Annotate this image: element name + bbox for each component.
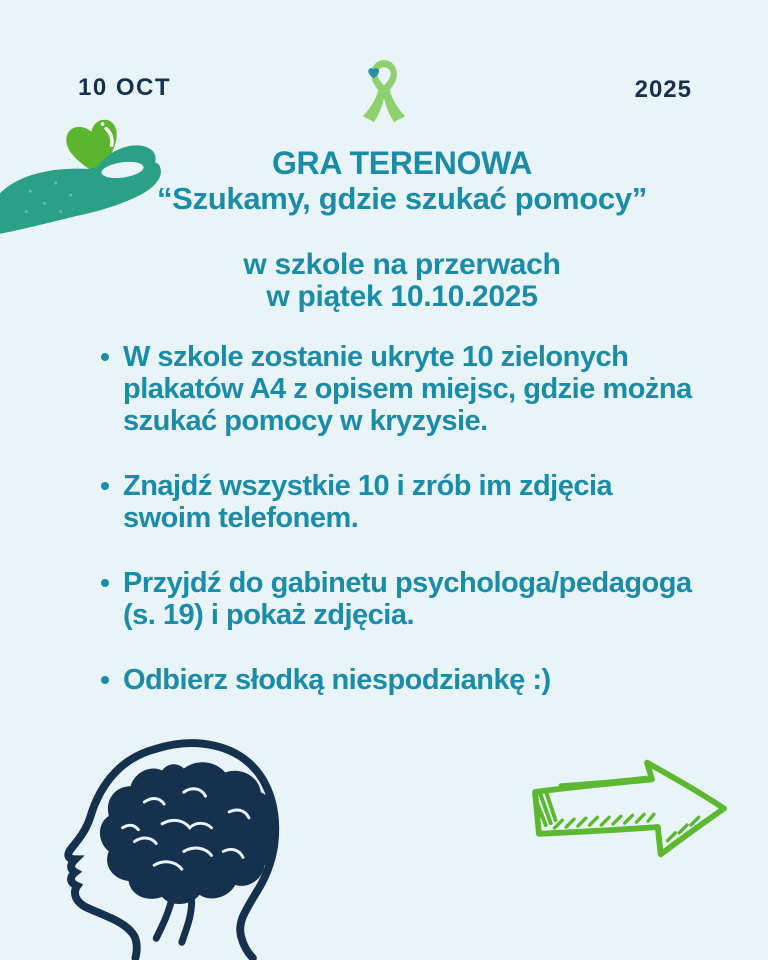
head-brain-svg: [30, 733, 308, 960]
head-profile-with-brain-icon: [30, 733, 308, 960]
year-label: 2025: [634, 76, 692, 103]
list-item: [100, 567, 692, 631]
schedule-block: [18, 249, 768, 313]
schedule-line-1: w szkole na przerwach: [243, 248, 561, 281]
rules-list: [100, 341, 692, 729]
green-awareness-ribbon-icon: [352, 58, 416, 124]
bullet-dot-icon: [101, 676, 109, 684]
list-item-text: Przyjdź do gabinetu psychologa/pedagoga (s. 19) i pokaż zdjęcia.: [123, 567, 692, 631]
bullet-dot-icon: [101, 482, 109, 490]
page-title: GRA TERENOWA: [271, 145, 533, 181]
list-item: [100, 470, 692, 534]
list-item: [100, 664, 692, 696]
list-item-text: Znajdź wszystkie 10 i zrób im zdjęcia swoim telefonem.: [123, 470, 613, 534]
heading-block: [18, 146, 768, 216]
ribbon-svg: [352, 58, 416, 124]
list-item-text: Odbierz słodką niespodziankę :): [123, 664, 551, 696]
arrow-svg: [521, 753, 741, 865]
list-item-text: W szkole zostanie ukryte 10 zielonych plakatów A4 z opisem miejsc, gdzie można szukać pomocy w kryzysie.: [123, 341, 692, 437]
sketch-arrow-right-icon: [521, 753, 741, 865]
bullet-dot-icon: [101, 579, 109, 587]
list-item: [100, 341, 692, 437]
schedule-line-2: w piątek 10.10.2025: [266, 280, 538, 313]
page-subtitle-quote: “Szukamy, gdzie szukać pomocy”: [156, 181, 648, 216]
bullet-dot-icon: [101, 353, 109, 361]
date-label: 10 OCT: [78, 74, 172, 101]
